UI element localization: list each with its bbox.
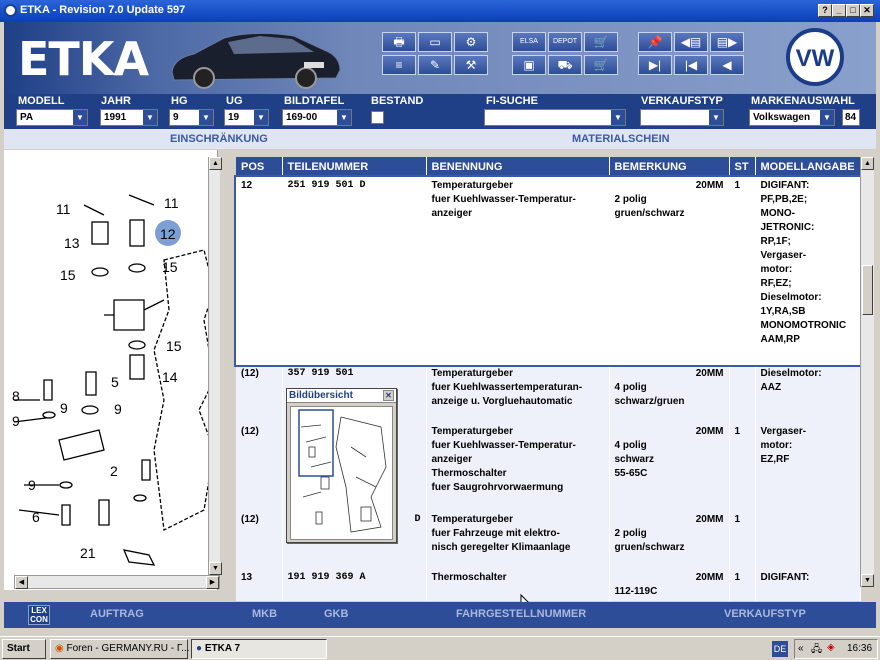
table-vertical-scrollbar[interactable]: [860, 157, 874, 587]
svg-text:14: 14: [162, 369, 178, 385]
svg-text:2: 2: [110, 463, 118, 479]
overview-thumbnail[interactable]: [290, 406, 393, 540]
col-st[interactable]: ST: [729, 157, 755, 177]
depot-icon[interactable]: DEPOT: [548, 32, 582, 52]
chevron-down-icon: ▼: [611, 110, 625, 125]
popup-title: Bildübersicht: [289, 390, 353, 401]
lexcon-logo[interactable]: LEX CON: [28, 605, 50, 625]
filter-bar: [4, 94, 876, 129]
cell-modellangabe: Dieselmotor: AAZ: [755, 365, 860, 423]
vehicle-icon[interactable]: ⛟: [548, 55, 582, 75]
svg-text:15: 15: [60, 267, 76, 283]
col-teilenummer[interactable]: TEILENUMMER: [282, 157, 426, 177]
scroll-up-icon[interactable]: ▲: [209, 157, 222, 170]
hg-select[interactable]: 9 ▼: [169, 109, 214, 126]
scroll-down-icon[interactable]: ▼: [209, 562, 222, 575]
bilduebersicht-popup[interactable]: [286, 388, 397, 543]
svg-text:6: 6: [32, 509, 40, 525]
back-icon[interactable]: ◀: [710, 55, 744, 75]
cell-benennung: Temperaturgeber fuer Kuehlwasser-Temperatur- anzeiger: [426, 177, 609, 365]
svg-text:15: 15: [162, 259, 178, 275]
svg-text:9: 9: [114, 401, 122, 417]
cell-pos: 12: [236, 177, 282, 365]
chevron-down-icon: ▼: [337, 110, 351, 125]
gkb-link[interactable]: GKB: [324, 608, 349, 620]
diagram-vertical-scrollbar[interactable]: [208, 157, 220, 575]
markenauswahl-label: MARKENAUSWAHL: [751, 95, 855, 107]
edit-pencil-icon[interactable]: ✎: [418, 55, 452, 75]
svg-text:9: 9: [28, 477, 36, 493]
cell-bemerkung: 20MM 4 polig schwarz 55-65C: [609, 423, 729, 511]
page-forward-icon[interactable]: ▤▶: [710, 32, 744, 52]
scroll-up-icon[interactable]: ▲: [861, 157, 874, 170]
svg-text:9: 9: [12, 413, 20, 429]
verkaufstyp-link[interactable]: VERKAUFSTYP: [724, 608, 806, 620]
network-icon[interactable]: 🖧: [811, 644, 823, 655]
table-row[interactable]: [236, 177, 860, 365]
table-row[interactable]: [236, 569, 860, 601]
jahr-select[interactable]: 1991 ▼: [100, 109, 158, 126]
cart-transfer-icon[interactable]: 🛒: [584, 32, 618, 52]
table-header-row: [236, 157, 860, 177]
marken-number: 84: [842, 109, 860, 126]
bottom-navigation: [4, 602, 876, 628]
mkb-link[interactable]: MKB: [252, 608, 278, 620]
cell-benennung: Temperaturgeber fuer Kuehlwasser-Temperatur- anzeiger Thermoschalter fuer Saugrohrvorwaermung: [426, 423, 609, 511]
cell-st: 1: [729, 177, 755, 365]
previous-page-icon[interactable]: |◀: [674, 55, 708, 75]
cell-st: [729, 365, 755, 423]
close-button[interactable]: ✕: [860, 4, 874, 17]
cell-pos: (12): [236, 365, 282, 423]
car-image: [164, 28, 344, 90]
maximize-button[interactable]: □: [846, 4, 860, 17]
materialschein-link[interactable]: MATERIALSCHEIN: [572, 133, 670, 145]
cell-teilenummer: 357 919 501: [282, 365, 426, 423]
cell-bemerkung: 20MM 112-119C: [609, 569, 729, 601]
fi-suche-select[interactable]: [484, 109, 626, 126]
cell-bemerkung: 20MM 2 polig gruen/schwarz: [609, 511, 729, 569]
popup-title-bar[interactable]: [287, 389, 396, 403]
cell-pos: (12): [236, 511, 282, 569]
auftrag-link[interactable]: AUFTRAG: [90, 608, 144, 620]
cell-st: 1: [729, 569, 755, 601]
print-icon[interactable]: 🖶: [382, 32, 416, 52]
computer-icon[interactable]: ▣: [512, 55, 546, 75]
page-back-icon[interactable]: ◀▤: [674, 32, 708, 52]
elsa-icon[interactable]: ELSA: [512, 32, 546, 52]
list-icon[interactable]: ≡: [382, 55, 416, 75]
col-bemerkung[interactable]: BEMERKUNG: [609, 157, 729, 177]
cell-st: 1: [729, 511, 755, 569]
verkaufstyp-select[interactable]: [640, 109, 724, 126]
cell-teilenummer: D: [282, 511, 426, 569]
fahrgestellnummer-link[interactable]: FAHRGESTELLNUMMER: [456, 608, 587, 620]
cell-benennung: Temperaturgeber fuer Fahrzeuge mit elektro- nisch geregelter Klimaanlage: [426, 511, 609, 569]
bildtafel-select[interactable]: 169-00 ▼: [282, 109, 352, 126]
cell-benennung: Thermoschalter: [426, 569, 609, 601]
cell-modellangabe: Vergaser- motor: EZ,RF: [755, 423, 860, 511]
ug-label: UG: [226, 95, 243, 107]
verkaufstyp-label: VERKAUFSTYP: [641, 95, 723, 107]
col-benennung[interactable]: BENENNUNG: [426, 157, 609, 177]
scroll-thumb[interactable]: [862, 265, 873, 315]
parts-icon[interactable]: ⚙: [454, 32, 488, 52]
cell-pos: (12): [236, 423, 282, 511]
cell-bemerkung: 20MM 4 polig schwarz/gruen: [609, 365, 729, 423]
tray-expand-icon[interactable]: «: [798, 643, 804, 654]
chevron-down-icon: ▼: [709, 110, 723, 125]
cell-modellangabe: DIGIFANT: PF,PB,2E; MONO- JETRONIC: RP,1F; Vergaser- motor: RF,EZ; Dieselmotor: 1Y,RA,SB MONOMOTRONIC AAM,RP: [755, 177, 860, 365]
svg-text:8: 8: [12, 388, 20, 404]
svg-text:9: 9: [60, 400, 68, 416]
language-indicator[interactable]: DE: [772, 641, 788, 657]
bestand-checkbox[interactable]: [371, 111, 384, 124]
hg-label: HG: [171, 95, 188, 107]
app-header: [4, 22, 876, 94]
svg-text:12: 12: [160, 226, 176, 242]
etka-task-icon: ●: [196, 643, 203, 654]
mechanic-icon[interactable]: ⚒: [454, 55, 488, 75]
svg-text:11: 11: [164, 195, 179, 211]
antivirus-icon[interactable]: ◈: [827, 642, 835, 653]
chevron-down-icon: ▼: [143, 110, 157, 125]
minimize-button[interactable]: _: [832, 4, 846, 17]
fi-suche-label: FI-SUCHE: [486, 95, 538, 107]
system-tray: [794, 639, 878, 659]
taskbar-firefox[interactable]: ◉ Foren - GERMANY.RU - Г...: [50, 639, 188, 659]
chevron-down-icon: ▼: [73, 110, 87, 125]
cell-teilenummer: 191 919 369 A: [282, 569, 426, 601]
taskbar-etka[interactable]: ● ETKA 7: [191, 639, 327, 659]
bildtafel-label: BILDTAFEL: [284, 95, 345, 107]
first-page-icon[interactable]: ▶|: [638, 55, 672, 75]
scroll-down-icon[interactable]: ▼: [861, 574, 874, 587]
windows-taskbar: [0, 636, 880, 660]
diagram-horizontal-scrollbar[interactable]: [14, 575, 220, 589]
help-button[interactable]: ?: [818, 4, 832, 17]
window-icon[interactable]: ▭: [418, 32, 452, 52]
col-modellangabe[interactable]: MODELLANGABE: [755, 157, 860, 177]
cell-pos: 13: [236, 569, 282, 601]
svg-text:VW: VW: [795, 45, 835, 72]
cell-benennung: Temperaturgeber fuer Kuehlwassertemperaturan- anzeige u. Vorgluehautomatic: [426, 365, 609, 423]
cart-icon[interactable]: 🛒: [584, 55, 618, 75]
exploded-diagram: [4, 150, 218, 580]
jahr-label: JAHR: [101, 95, 131, 107]
modell-label: MODELL: [18, 95, 65, 107]
svg-text:5: 5: [111, 374, 119, 390]
ug-select[interactable]: 19 ▼: [224, 109, 269, 126]
svg-text:11: 11: [56, 201, 71, 217]
chevron-down-icon: ▼: [820, 110, 834, 125]
cell-teilenummer: 251 919 501 D: [282, 177, 426, 365]
firefox-icon: ◉: [55, 643, 64, 654]
cell-st: 1: [729, 423, 755, 511]
pin-icon[interactable]: 📌: [638, 32, 672, 52]
einschraenkung-link[interactable]: EINSCHRÄNKUNG: [170, 133, 268, 145]
chevron-down-icon: ▼: [199, 110, 213, 125]
scroll-right-icon[interactable]: ▶: [206, 576, 219, 589]
chevron-down-icon: ▼: [254, 110, 268, 125]
cell-bemerkung: 20MM 2 polig gruen/schwarz: [609, 177, 729, 365]
window-title: ETKA - Revision 7.0 Update 597: [20, 4, 186, 16]
vw-logo: [786, 28, 844, 86]
exploded-diagram-pane[interactable]: [4, 150, 218, 590]
title-bar: [0, 0, 880, 22]
svg-text:13: 13: [64, 235, 80, 251]
svg-text:21: 21: [80, 545, 96, 561]
popup-close-icon[interactable]: ✕: [383, 390, 394, 401]
cell-modellangabe: [755, 511, 860, 569]
cell-modellangabe: DIGIFANT:: [755, 569, 860, 601]
etka-logo: ETKA: [18, 32, 149, 86]
markenauswahl-select[interactable]: Volkswagen ▼: [749, 109, 835, 126]
col-pos[interactable]: POS: [236, 157, 282, 177]
modell-select[interactable]: PA ▼: [16, 109, 88, 126]
sub-bar: [4, 129, 876, 149]
bestand-label: BESTAND: [371, 95, 424, 107]
overview-image: [291, 407, 392, 539]
scroll-left-icon[interactable]: ◀: [15, 576, 28, 589]
etka-app-icon: [4, 4, 17, 17]
svg-text:15: 15: [166, 338, 182, 354]
clock: 16:36: [847, 643, 873, 654]
start-button[interactable]: Start: [2, 639, 46, 659]
